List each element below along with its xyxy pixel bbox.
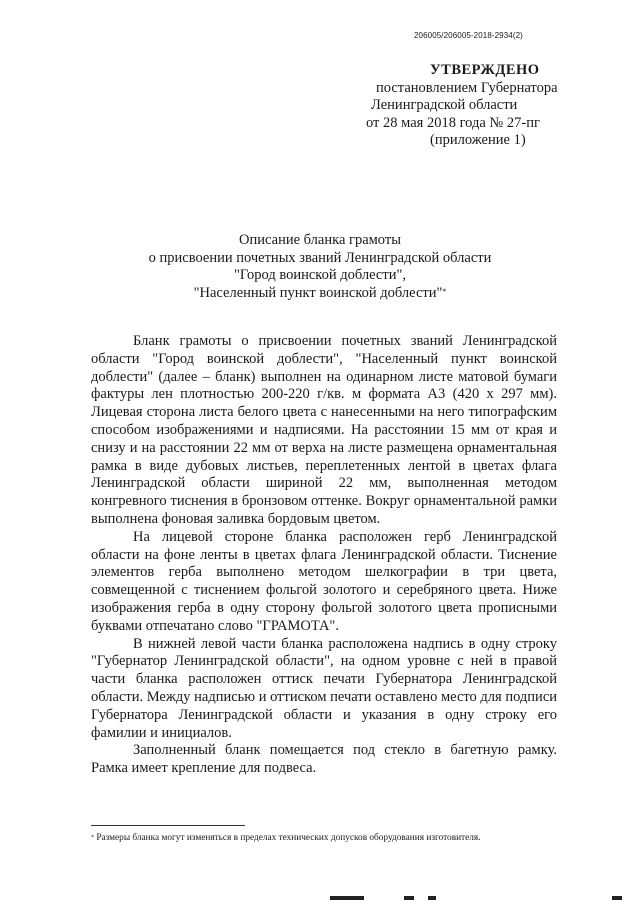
approval-line-4: (приложение 1) [430,132,526,148]
paragraph-2: На лицевой стороне бланка расположен герб Ленинградской области на фоне ленты в цветах флага Ленинградской области. Тиснение элементов герба выполнено методом шелкографии в три цвета, совмещенной с тиснением фольгой золотого и серебряного цвета. Ниже изображения герба в одну сторону фольгой золотого цвета прописными буквами отпечатано слово "ГРАМОТА". [91,528,557,634]
heading-line-1: Описание бланка грамоты [239,232,401,248]
paragraph-3: В нижней левой части бланка расположена надпись в одну строку "Губернатор Ленинградской области", на одном уровне с ней в правой части бланка расположен оттиск печати Губернатора Ленинградской области. Между надписью и оттиском печати оставлено место для подписи Губернатора Ленинградской области и указания в одну строку его фамилии и инициалов. [91,635,558,741]
heading-line-2: о присвоении почетных званий Ленинградской области [148,249,492,266]
approval-title: УТВЕРЖДЕНО [430,62,540,78]
scan-mark-4 [612,896,622,900]
footnote [91,833,571,844]
scan-mark-1 [330,896,364,900]
footnote-text: Размеры бланка могут изменяться в пределах технических допусков оборудования изготовителя. [94,833,481,843]
heading-line-3: "Город воинской доблести", [233,267,406,283]
paragraph-4: Заполненный бланк помещается под стекло в багетную рамку. Рамка имеет крепление для подвеса. [91,742,557,777]
paragraph-1: Бланк грамоты о присвоении почетных званий Ленинградской области "Город воинской доблести", "Населенный пункт воинской доблести" (далее – бланк) выполнен на одинарном листе матовой бумаги фактуры лен плотностью 200-220 г/кв. м формата А3 (420 х 297 мм). Лицевая сторона листа белого цвета с нанесенными на него типографским способом изображениями и надписями. На расстоянии 15 мм от края и снизу и на расстоянии 22 мм от верха на листе размещена орнаментальная рамка в виде дубовых листьев, переплетенных лентой в цветах флага Ленинградской области шириной 22 мм, выполненная методом конгревного тиснения в бронзовом оттенке. Вокруг орнаментальной рамки выполнена фоновая заливка бордовым цветом. [91,333,557,527]
approval-line-1: постановлением Губернатора [376,79,558,96]
footnote-divider [91,825,245,826]
footnote-mark: * [91,835,94,841]
approval-line-3: от 28 мая 2018 года № 27-пг [366,114,540,131]
document-heading [100,232,540,302]
approval-block [366,62,616,150]
scan-mark-3 [428,896,436,900]
approval-line-2: Ленинградской области [371,97,518,113]
document-body [91,333,557,778]
heading-footnote-mark: * [442,286,447,296]
document-number: 206005/206005-2018-2934(2) [414,31,523,40]
heading-line-4: "Населенный пункт воинской доблести" [193,284,443,301]
heading-line-4-wrapper [100,285,540,303]
scan-mark-2 [404,896,414,900]
